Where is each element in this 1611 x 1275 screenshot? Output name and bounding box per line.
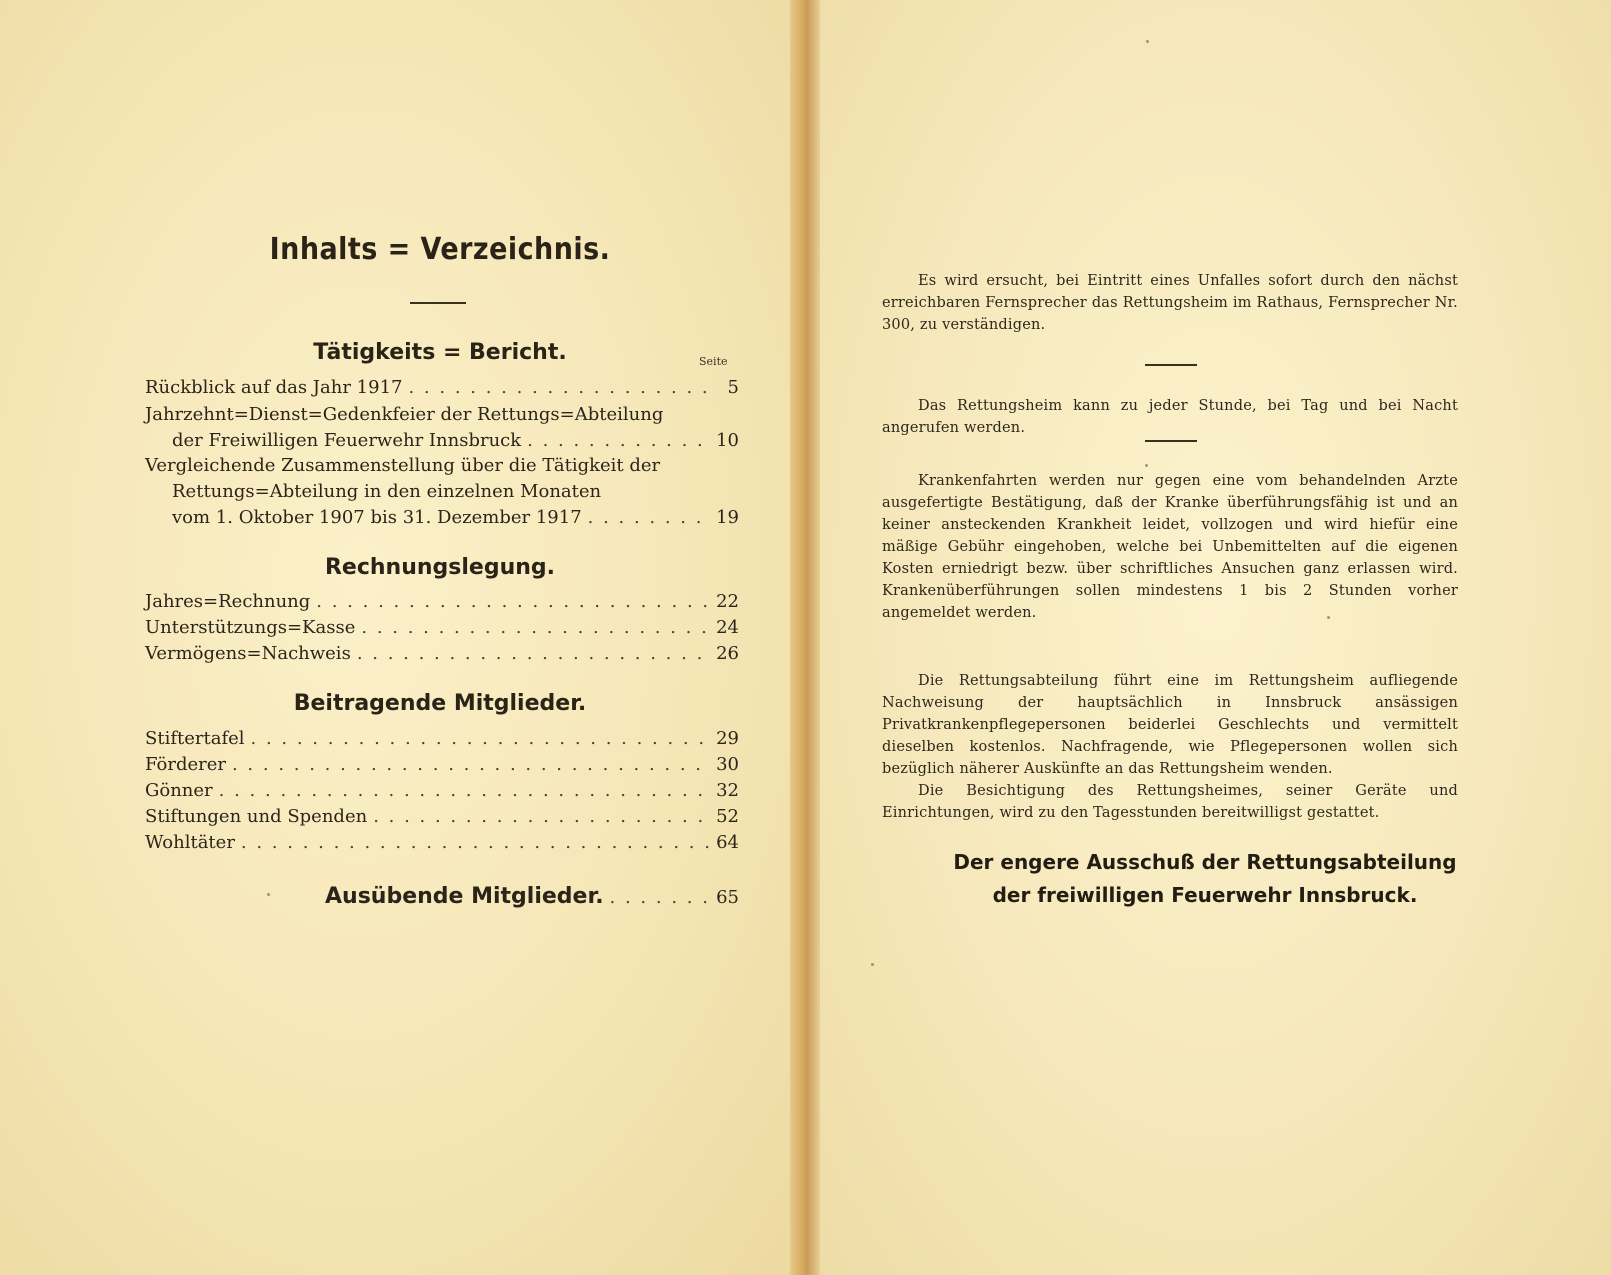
toc-entry-foerderer[interactable] <box>145 754 739 775</box>
toc-entry-rueckblick[interactable] <box>145 377 739 398</box>
toc-entry-text: Rückblick auf das Jahr 1917 <box>145 377 403 398</box>
section-heading-taetigkeitsbericht: Tätigkeits = Bericht. <box>313 340 567 365</box>
toc-entry-text: vom 1. Oktober 1907 bis 31. Dezember 1917 <box>172 507 582 528</box>
toc-entry-stiftertafel[interactable] <box>145 728 739 749</box>
signature-line-2: der freiwilligen Feuerwehr Innsbruck. <box>992 883 1418 907</box>
toc-entry-page: 5 <box>727 377 739 398</box>
toc-entry-stiftungen-und-spenden[interactable] <box>145 806 739 827</box>
toc-entry-goenner[interactable] <box>145 780 739 801</box>
toc-entry-page: 22 <box>716 591 739 612</box>
notice-emergency-call: Es wird ersucht, bei Eintritt eines Unfalles sofort durch den nächst erreichbaren Fernsprecher das Rettungsheim im Rathaus, Fernsprecher Nr. 300, zu verständigen. <box>882 273 1458 333</box>
section-heading-rechnungslegung: Rechnungslegung. <box>324 555 556 580</box>
leader-dots <box>361 617 709 638</box>
toc-entry-page: 10 <box>716 430 739 451</box>
toc-entry-page: 29 <box>716 728 739 749</box>
paper-speck <box>871 963 874 966</box>
notice-inspection: Die Besichtigung des Rettungsheimes, seiner Geräte und Einrichtungen, wird zu den Tagesstunden bereitwilligst gestattet. <box>882 783 1458 821</box>
toc-entry-vergleichende[interactable] <box>172 507 739 528</box>
section-heading-ausuebende-mitglieder: Ausübende Mitglieder. <box>325 884 604 909</box>
toc-title: Inhalts = Verzeichnis. <box>269 232 611 267</box>
leader-dots <box>610 887 709 908</box>
toc-entry-text: Stiftertafel <box>145 728 245 749</box>
notice-nursing-register: Die Rettungsabteilung führt eine im Rettungsheim aufliegende Nachweisung der hauptsächlich in Innsbruck ansässigen Privatkrankenpflegepersonen beiderlei Geschlechts und vermittelt dieselben kostenlos. Nachfragende, wie Pflegepersonen wollen sich bezüglich näherer Auskünfte an das Rettungsheim wenden. <box>882 673 1458 777</box>
toc-entry-page: 64 <box>716 832 739 853</box>
toc-entry-jahres-rechnung[interactable] <box>145 591 739 612</box>
toc-entry-ausuebende-mitglieder[interactable] <box>325 884 739 909</box>
toc-entry-page: 52 <box>716 806 739 827</box>
title-divider <box>410 302 466 304</box>
toc-entry-text: Förderer <box>145 754 226 775</box>
toc-entry-text: Jahres=Rechnung <box>145 591 311 612</box>
signature-line-1: Der engere Ausschuß der Rettungsabteilung <box>953 850 1457 874</box>
paper-speck <box>1146 40 1149 43</box>
toc-entry-page: 24 <box>716 617 739 638</box>
toc-entry-text: Gönner <box>145 780 213 801</box>
leader-dots <box>527 430 709 451</box>
notice-ambulance-transport: Krankenfahrten werden nur gegen eine vom behandelnden Arzte ausgefertigte Bestätigung, daß der Kranke überführungsfähig ist und an keiner ansteckenden Krankheit leidet, vollzogen und wird hiefür eine mäßige Gebühr eingehoben, welche bei Unbemittelten auf die eigenen Kosten erniedrigt bezw. über schriftliches Ansuchen ganz erlassen wird. Krankenüberführungen sollen mindestens 1 bis 2 Stunden vorher angemeldet werden. <box>882 473 1458 621</box>
leader-dots <box>357 643 709 664</box>
leader-dots <box>251 728 709 749</box>
toc-entry-jahrzehnt-line1[interactable]: Jahrzehnt=Dienst=Gedenkfeier der Rettungs=Abteilung <box>145 404 664 425</box>
notice-availability: Das Rettungsheim kann zu jeder Stunde, bei Tag und bei Nacht angerufen werden. <box>882 398 1458 436</box>
toc-entry-text: Wohltäter <box>145 832 235 853</box>
leader-dots <box>408 377 709 398</box>
section-heading-beitragende-mitglieder: Beitragende Mitglieder. <box>293 691 587 716</box>
toc-entry-text: der Freiwilligen Feuerwehr Innsbruck <box>172 430 522 451</box>
toc-entry-text: Vermögens=Nachweis <box>145 643 351 664</box>
toc-entry-text: Stiftungen und Spenden <box>145 806 368 827</box>
toc-entry-page: 30 <box>716 754 739 775</box>
toc-entry-text: Unterstützungs=Kasse <box>145 617 356 638</box>
toc-entry-page: 19 <box>716 507 739 528</box>
toc-entry-jahrzehnt[interactable] <box>172 430 739 451</box>
leader-dots <box>588 507 709 528</box>
toc-entry-page: 32 <box>716 780 739 801</box>
leader-dots <box>373 806 709 827</box>
divider-2 <box>1145 440 1197 442</box>
toc-entry-vermoegens-nachweis[interactable] <box>145 643 739 664</box>
paper-speck <box>1145 464 1148 467</box>
page-column-label: Seite <box>699 355 728 368</box>
divider-1 <box>1145 364 1197 366</box>
toc-entry-page: 26 <box>716 643 739 664</box>
toc-entry-page: 65 <box>716 887 739 908</box>
toc-entry-vergleichende-line1[interactable]: Vergleichende Zusammenstellung über die Tätigkeit der <box>145 455 661 476</box>
leader-dots <box>232 754 709 775</box>
paper-speck <box>267 893 270 896</box>
leader-dots <box>316 591 709 612</box>
toc-entry-wohltaeter[interactable] <box>145 832 739 853</box>
book-gutter <box>790 0 820 1275</box>
toc-entry-unterstuetzungs-kasse[interactable] <box>145 617 739 638</box>
leader-dots <box>241 832 709 853</box>
paper-speck <box>1327 616 1330 619</box>
leader-dots <box>219 780 709 801</box>
toc-entry-vergleichende-line2[interactable]: Rettungs=Abteilung in den einzelnen Monaten <box>172 481 602 502</box>
right-page <box>815 0 1611 1275</box>
